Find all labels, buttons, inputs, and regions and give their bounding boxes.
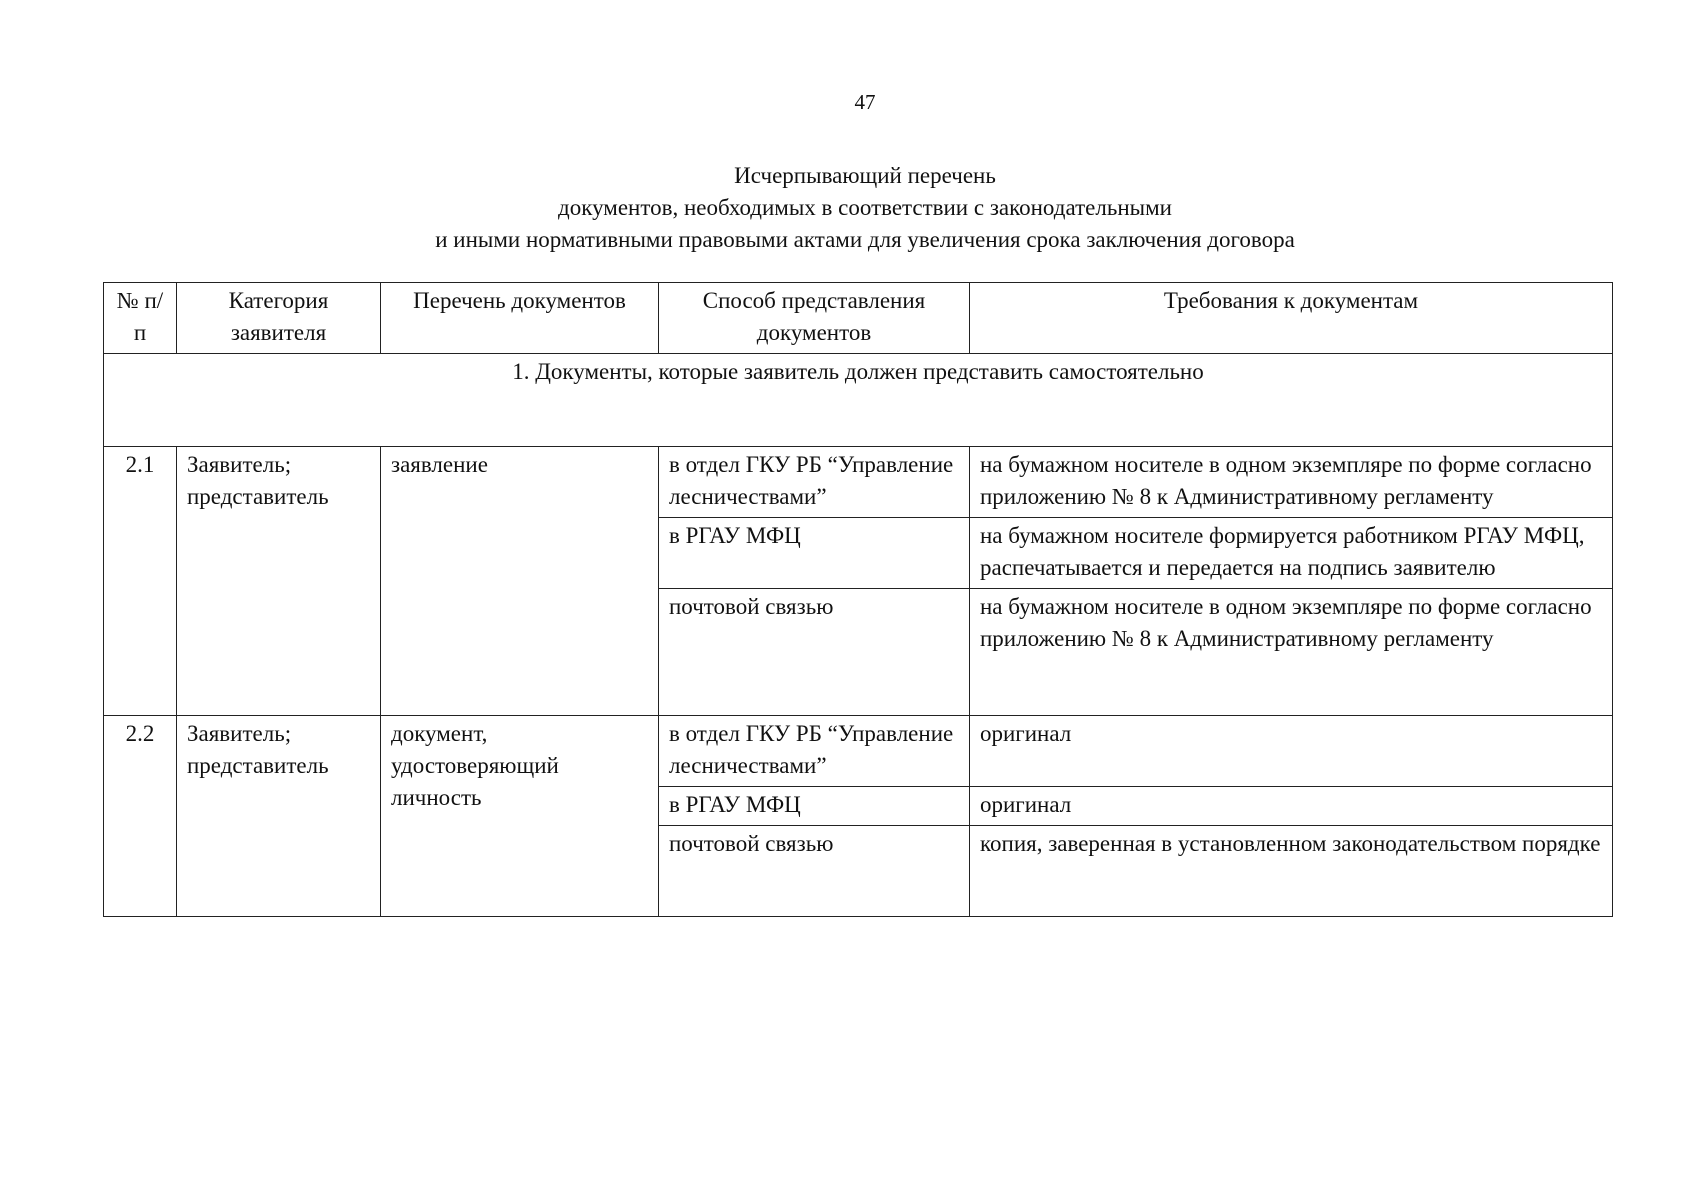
row-method: в отдел ГКУ РБ “Управление лесничествами” (659, 716, 970, 787)
row-requirement: оригинал (970, 787, 1613, 826)
row-method: в отдел ГКУ РБ “Управление лесничествами” (659, 447, 970, 518)
header-requirements: Требования к документам (970, 283, 1613, 354)
table-header-row (104, 283, 1613, 354)
row-method: почтовой связью (659, 589, 970, 716)
header-num: № п/п (104, 283, 177, 354)
header-category: Категория заявителя (177, 283, 381, 354)
document-title (0, 160, 1697, 256)
section-row (104, 354, 1613, 447)
section-title: 1. Документы, которые заявитель должен представить самостоятельно (104, 354, 1613, 447)
row-number: 2.1 (104, 447, 177, 716)
page-number: 47 (854, 90, 876, 114)
documents-table (103, 282, 1613, 917)
row-category: Заявитель; представитель (177, 447, 381, 716)
row-category: Заявитель; представитель (177, 716, 381, 917)
row-requirement: на бумажном носителе в одном экземпляре по форме согласно приложению № 8 к Административному регламенту (970, 447, 1613, 518)
title-line-3: и иными нормативными правовыми актами для увеличения срока заключения договора (435, 227, 1295, 252)
row-document: документ, удостоверяющий личность (381, 716, 659, 917)
row-method: почтовой связью (659, 826, 970, 917)
title-line-2: документов, необходимых в соответствии с законодательными (558, 195, 1172, 220)
row-document: заявление (381, 447, 659, 716)
row-requirement: копия, заверенная в установленном законодательством порядке (970, 826, 1613, 917)
header-documents: Перечень документов (381, 283, 659, 354)
header-method: Способ представления документов (659, 283, 970, 354)
row-requirement: на бумажном носителе формируется работником РГАУ МФЦ, распечатывается и передается на подпись заявителю (970, 518, 1613, 589)
row-requirement: оригинал (970, 716, 1613, 787)
row-requirement: на бумажном носителе в одном экземпляре по форме согласно приложению № 8 к Административному регламенту (970, 589, 1613, 716)
table-row (104, 716, 1613, 787)
row-number: 2.2 (104, 716, 177, 917)
row-method: в РГАУ МФЦ (659, 787, 970, 826)
row-method: в РГАУ МФЦ (659, 518, 970, 589)
title-line-1: Исчерпывающий перечень (734, 163, 996, 188)
table-row (104, 447, 1613, 518)
